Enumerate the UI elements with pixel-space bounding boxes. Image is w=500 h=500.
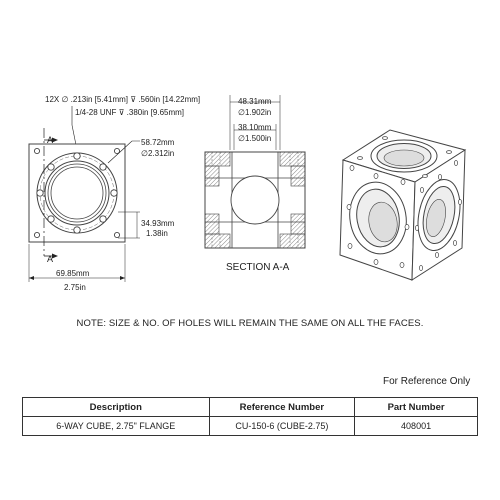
center-sphere <box>231 176 279 224</box>
tapped-hole <box>34 232 39 237</box>
tapped-hole <box>114 232 119 237</box>
width-in: 2.75in <box>64 283 86 292</box>
hatch-area <box>280 152 305 166</box>
table-row <box>23 417 478 436</box>
section-marker-top: A <box>47 135 54 145</box>
bolt-hole <box>48 164 54 170</box>
spec-table <box>22 397 478 436</box>
iso-top-inner <box>384 150 424 166</box>
section-marker-bottom: A <box>47 254 54 264</box>
header-description: Description <box>23 398 210 417</box>
note-text: NOTE: SIZE & NO. OF HOLES WILL REMAIN THE SAME ON ALL THE FACES. <box>76 318 424 329</box>
bolt-hole <box>74 227 80 233</box>
tapped-hole <box>34 148 39 153</box>
holes-callout-line2: 1/4-28 UNF ⊽ .380in [9.65mm] <box>75 108 185 117</box>
section-title: SECTION A-A <box>226 262 290 273</box>
table-header-row <box>23 398 478 417</box>
outer-dia-in: ∅1.902in <box>238 108 272 117</box>
bolt-hole <box>111 190 117 196</box>
hatch-area <box>205 214 219 234</box>
hatch-area <box>291 166 305 186</box>
bolt-circle-mm: 58.72mm <box>141 138 175 147</box>
bolt-hole <box>37 190 43 196</box>
hatch-area <box>205 152 230 166</box>
hatch-area <box>291 214 305 234</box>
bolt-hole <box>74 153 80 159</box>
outer-dia-mm: 48.31mm <box>238 97 272 106</box>
reference-label: For Reference Only <box>383 376 471 387</box>
hole-spacing-mm: 34.93mm <box>141 219 175 228</box>
holes-callout-line1: 12X ∅ .213in [5.41mm] ⊽ .560in [14.22mm] <box>45 95 201 104</box>
section-view <box>205 95 305 273</box>
hatch-area <box>280 234 305 248</box>
dim-arrowhead <box>120 276 125 280</box>
bolt-circle-in: ∅2.312in <box>141 149 175 158</box>
front-view <box>29 95 200 292</box>
inner-dia-mm: 38.10mm <box>238 123 272 132</box>
inner-dia-in: ∅1.500in <box>238 134 272 143</box>
hatch-area <box>205 166 219 186</box>
cell-reference-number: CU-150-6 (CUBE-2.75) <box>209 417 355 436</box>
cell-description: 6-WAY CUBE, 2.75" FLANGE <box>23 417 210 436</box>
bolt-hole <box>100 164 106 170</box>
hatch-area <box>205 234 230 248</box>
isometric-view <box>340 130 466 280</box>
width-mm: 69.85mm <box>56 269 90 278</box>
hole-spacing-in: 1.38in <box>146 229 168 238</box>
cell-part-number: 408001 <box>355 417 478 436</box>
dim-arrowhead <box>29 276 34 280</box>
bolt-hole <box>100 216 106 222</box>
header-part-number: Part Number <box>355 398 478 417</box>
header-reference-number: Reference Number <box>209 398 355 417</box>
bolt-hole <box>48 216 54 222</box>
